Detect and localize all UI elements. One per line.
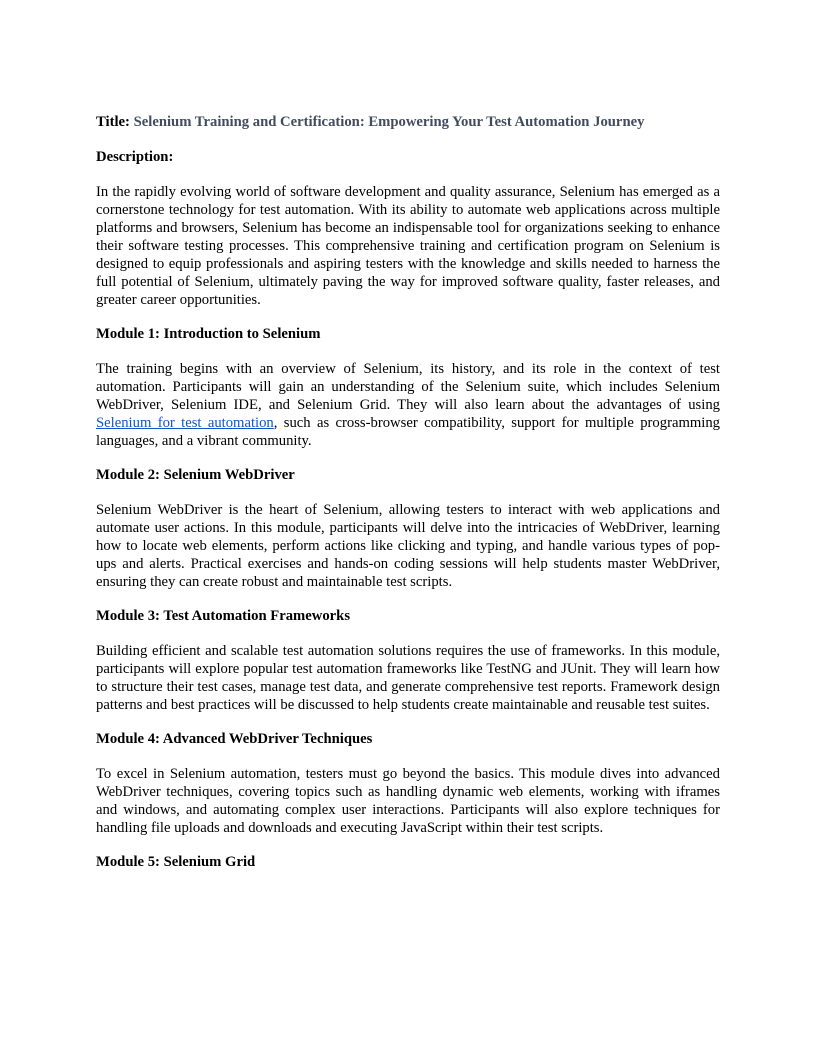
module-2-paragraph: Selenium WebDriver is the heart of Selenium, allowing testers to interact with web applications and automate user actions. In this module, participants will delve into the intricacies of WebDriver, learning how to locate web elements, perform actions like clicking and typing, and handle various types of pop-ups and alerts. Practical exercises and hands-on coding sessions will help students master WebDriver, ensuring they can create robust and maintainable test scripts.: [96, 502, 720, 590]
document-page: [96, 113, 720, 888]
module-3-heading: Module 3: Test Automation Frameworks: [96, 608, 351, 624]
title-label: Title:: [96, 114, 130, 130]
selenium-for-test-automation-link[interactable]: Selenium for test automation: [96, 415, 274, 431]
module-1-heading: Module 1: Introduction to Selenium: [96, 326, 321, 342]
description-paragraph: In the rapidly evolving world of software development and quality assurance, Selenium has emerged as a cornerstone technology for test automation. With its ability to automate web applications across multiple platforms and browsers, Selenium has become an indispensable tool for organizations seeking to enhance their software testing processes. This comprehensive training and certification program on Selenium is designed to equip professionals and aspiring testers with the knowledge and skills needed to harness the full potential of Selenium, ultimately paving the way for improved software quality, faster releases, and greater career opportunities.: [96, 184, 720, 308]
module-1-text-before: The training begins with an overview of Selenium, its history, and its role in the context of test automation. Participants will gain an understanding of the Selenium suite, which includes Selenium WebDriver, Selenium IDE, and Selenium Grid. They will also learn about the advantages of using: [96, 361, 720, 413]
description-heading: Description:: [96, 149, 174, 165]
module-5-heading: Module 5: Selenium Grid: [96, 854, 256, 870]
document-title: [96, 113, 720, 131]
module-2-heading: Module 2: Selenium WebDriver: [96, 467, 295, 483]
module-3-paragraph: Building efficient and scalable test automation solutions requires the use of frameworks. In this module, participants will explore popular test automation frameworks like TestNG and JUnit. They will learn how to structure their test cases, manage test data, and generate comprehensive test reports. Framework design patterns and best practices will be discussed to help students create maintainable and reusable test suites.: [96, 643, 720, 713]
module-4-paragraph: To excel in Selenium automation, testers must go beyond the basics. This module dives into advanced WebDriver techniques, covering topics such as handling dynamic web elements, working with iframes and windows, and automating complex user interactions. Participants will also explore techniques for handling file uploads and downloads and executing JavaScript within their test scripts.: [96, 766, 720, 836]
module-4-heading: Module 4: Advanced WebDriver Techniques: [96, 731, 373, 747]
title-text: Selenium Training and Certification: Empowering Your Test Automation Journey: [133, 114, 645, 130]
module-1-text-after: , such as cross-browser compatibility, support for multiple programming languages, and a vibrant community.: [96, 415, 720, 449]
module-1-paragraph: [96, 360, 720, 450]
